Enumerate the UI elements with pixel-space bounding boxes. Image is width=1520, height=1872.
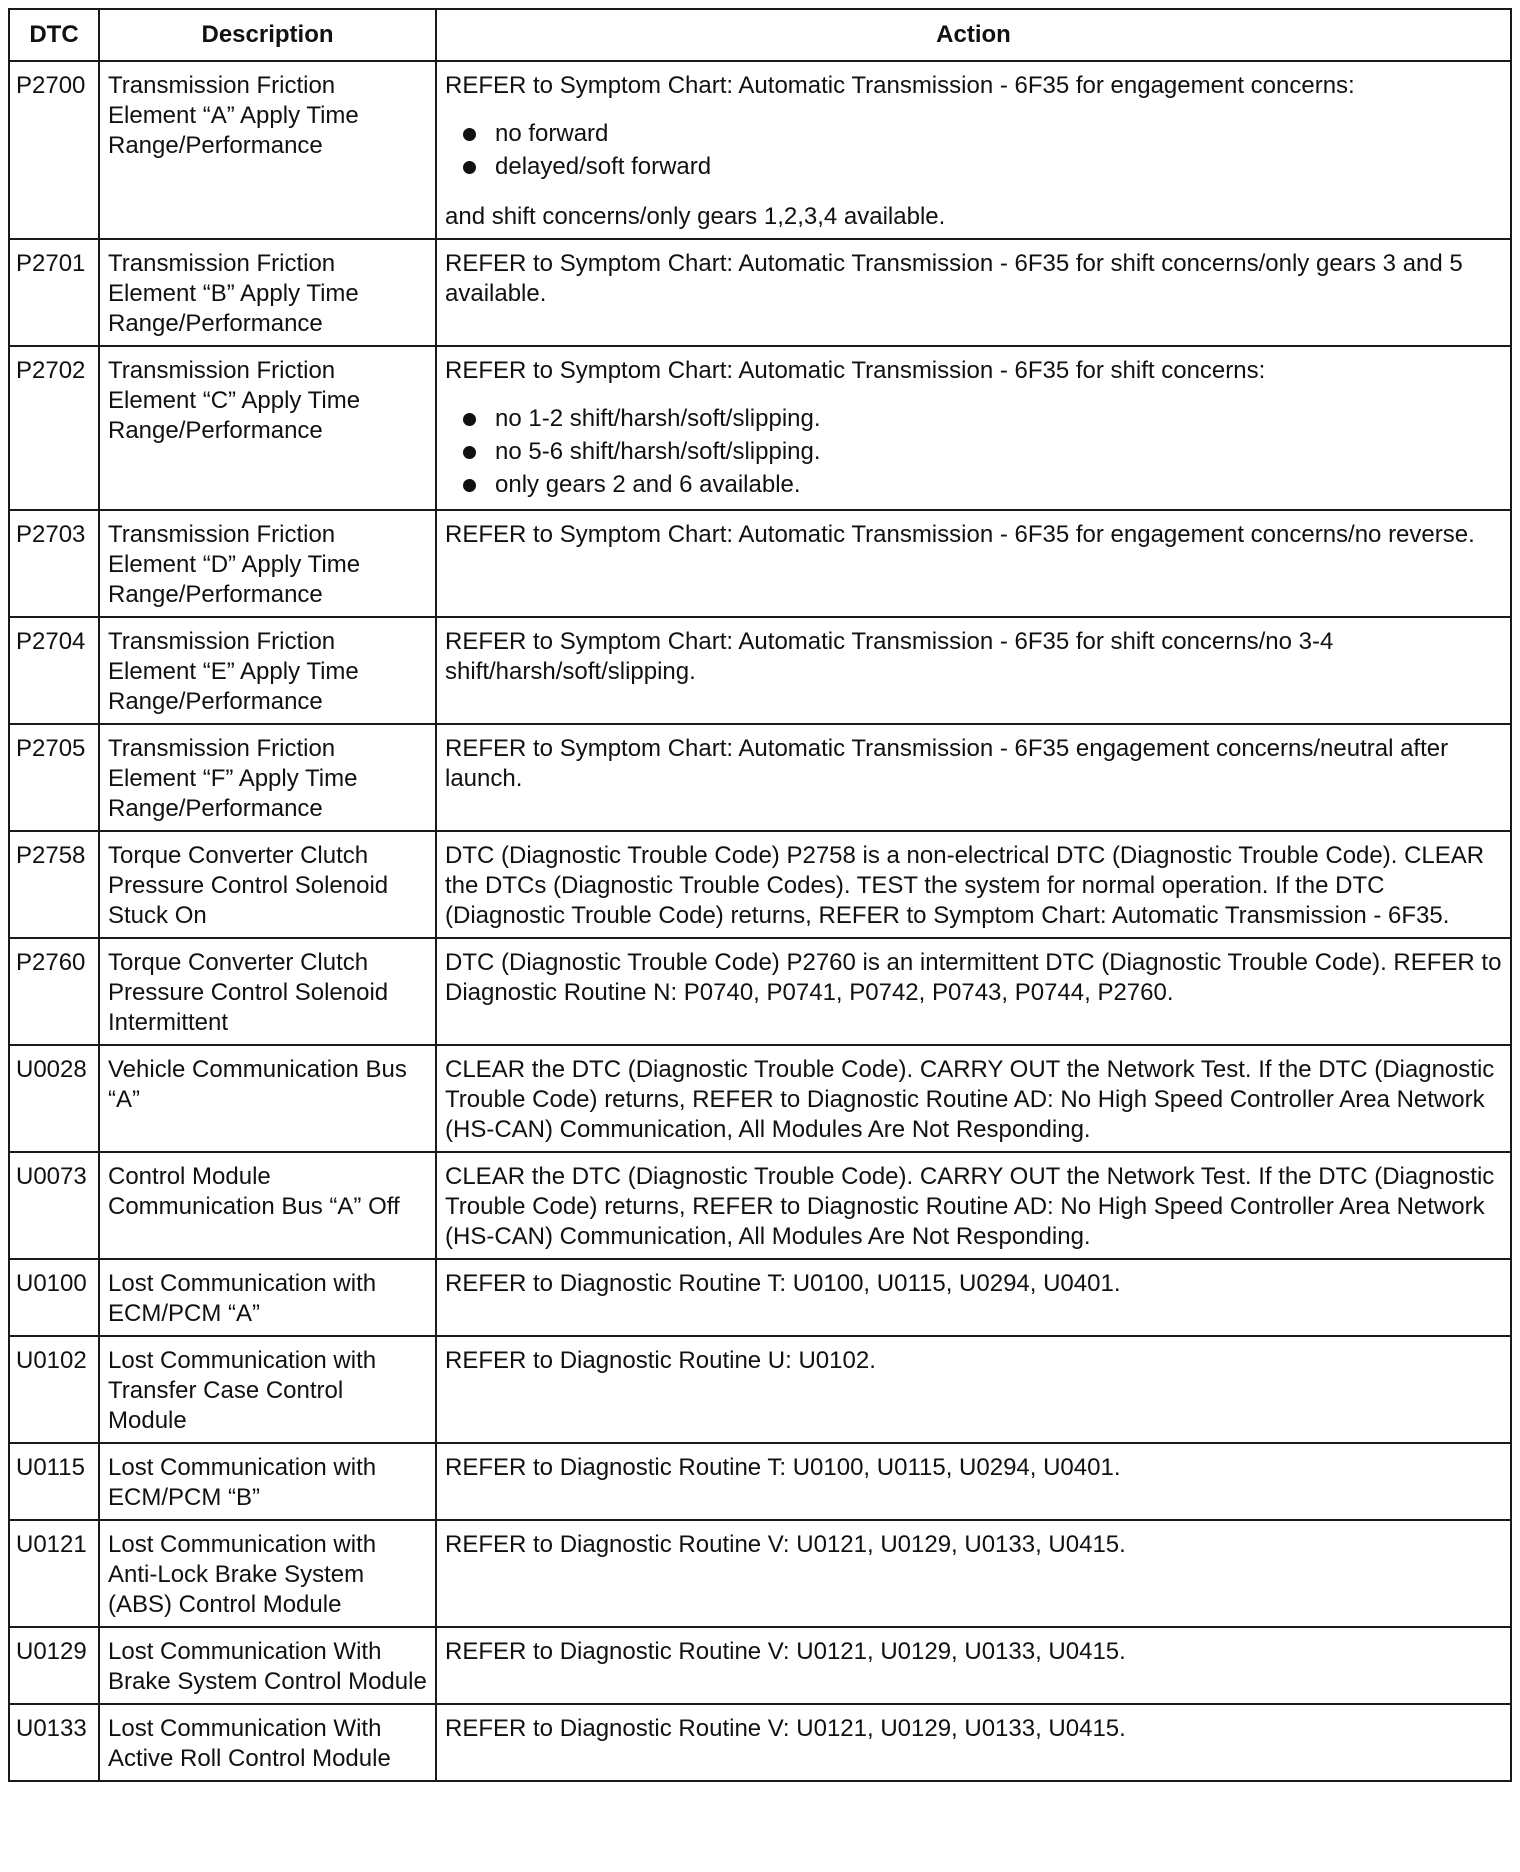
table-header — [9, 9, 1511, 61]
bullet-item — [445, 437, 1502, 467]
dtc-code: U0028 — [9, 1045, 99, 1152]
action-text: DTC (Diagnostic Trouble Code) P2758 is a non-electrical DTC (Diagnostic Trouble Code). CLEAR the DTCs (Diagnostic Trouble Codes). TEST the system for normal operation. If the DTC (Diagnostic Trouble Code) returns, REFER to Symptom Chart: Automatic Transmission - 6F35. — [445, 842, 1485, 929]
dtc-table — [8, 8, 1512, 1782]
bullet-icon — [463, 446, 476, 459]
dtc-action — [436, 1520, 1511, 1627]
dtc-action — [436, 1152, 1511, 1259]
dtc-action — [436, 346, 1511, 510]
dtc-action — [436, 1045, 1511, 1152]
dtc-description: Lost Communication With Brake System Control Module — [99, 1627, 436, 1704]
dtc-code: P2702 — [9, 346, 99, 510]
dtc-description: Transmission Friction Element “B” Apply Time Range/Performance — [99, 239, 436, 346]
bullet-text: delayed/soft forward — [495, 153, 712, 180]
dtc-action — [436, 61, 1511, 239]
dtc-action — [436, 1627, 1511, 1704]
bullet-icon — [463, 161, 476, 174]
dtc-description: Lost Communication with Transfer Case Control Module — [99, 1336, 436, 1443]
table-row — [9, 61, 1511, 239]
table-row — [9, 1704, 1511, 1781]
dtc-action — [436, 1443, 1511, 1520]
bullet-icon — [463, 413, 476, 426]
dtc-code: P2758 — [9, 831, 99, 938]
dtc-description: Lost Communication With Active Roll Control Module — [99, 1704, 436, 1781]
table-row — [9, 1443, 1511, 1520]
dtc-code: U0129 — [9, 1627, 99, 1704]
header-dtc: DTC — [9, 9, 99, 61]
action-text: REFER to Diagnostic Routine V: U0121, U0129, U0133, U0415. — [445, 1638, 1126, 1665]
dtc-code: P2700 — [9, 61, 99, 239]
header-action: Action — [436, 9, 1511, 61]
dtc-description: Lost Communication with ECM/PCM “A” — [99, 1259, 436, 1336]
action-text: REFER to Symptom Chart: Automatic Transmission - 6F35 engagement concerns/neutral after launch. — [445, 735, 1449, 792]
dtc-action — [436, 724, 1511, 831]
action-text: CLEAR the DTC (Diagnostic Trouble Code). CARRY OUT the Network Test. If the DTC (Diagnostic Trouble Code) returns, REFER to Diagnostic Routine AD: No High Speed Controller Area Network (HS-CAN) Communication, All Modules Are Not Responding. — [445, 1056, 1495, 1143]
dtc-code: P2760 — [9, 938, 99, 1045]
dtc-action — [436, 617, 1511, 724]
dtc-description: Transmission Friction Element “F” Apply Time Range/Performance — [99, 724, 436, 831]
action-text: REFER to Symptom Chart: Automatic Transmission - 6F35 for engagement concerns: — [445, 72, 1355, 99]
action-text: CLEAR the DTC (Diagnostic Trouble Code). CARRY OUT the Network Test. If the DTC (Diagnostic Trouble Code) returns, REFER to Diagnostic Routine AD: No High Speed Controller Area Network (HS-CAN) Communication, All Modules Are Not Responding. — [445, 1163, 1495, 1250]
dtc-code: U0100 — [9, 1259, 99, 1336]
table-row — [9, 1152, 1511, 1259]
table-row — [9, 510, 1511, 617]
dtc-description: Vehicle Communication Bus “A” — [99, 1045, 436, 1152]
dtc-description: Torque Converter Clutch Pressure Control Solenoid Intermittent — [99, 938, 436, 1045]
dtc-code: U0073 — [9, 1152, 99, 1259]
action-text: REFER to Diagnostic Routine V: U0121, U0129, U0133, U0415. — [445, 1715, 1126, 1742]
action-text: DTC (Diagnostic Trouble Code) P2760 is an intermittent DTC (Diagnostic Trouble Code). REFER to Diagnostic Routine N: P0740, P0741, P0742, P0743, P0744, P2760. — [445, 949, 1502, 1006]
dtc-description: Transmission Friction Element “A” Apply Time Range/Performance — [99, 61, 436, 239]
dtc-action — [436, 831, 1511, 938]
dtc-action — [436, 239, 1511, 346]
table-row — [9, 617, 1511, 724]
table-row — [9, 724, 1511, 831]
dtc-code: U0102 — [9, 1336, 99, 1443]
dtc-description: Transmission Friction Element “D” Apply Time Range/Performance — [99, 510, 436, 617]
action-text: REFER to Symptom Chart: Automatic Transmission - 6F35 for shift concerns/only gears 3 and 5 available. — [445, 250, 1463, 307]
action-text: REFER to Diagnostic Routine V: U0121, U0129, U0133, U0415. — [445, 1531, 1126, 1558]
table-row — [9, 1045, 1511, 1152]
bullet-text: no 1-2 shift/harsh/soft/slipping. — [495, 405, 821, 432]
dtc-code: P2704 — [9, 617, 99, 724]
bullet-icon — [463, 479, 476, 492]
bullet-item — [445, 119, 1502, 149]
dtc-description: Control Module Communication Bus “A” Off — [99, 1152, 436, 1259]
dtc-action — [436, 1259, 1511, 1336]
action-bullet-list — [445, 404, 1502, 500]
action-text: REFER to Symptom Chart: Automatic Transmission - 6F35 for shift concerns: — [445, 357, 1266, 384]
bullet-item — [445, 152, 1502, 182]
table-body — [9, 61, 1511, 1781]
action-text: REFER to Diagnostic Routine T: U0100, U0115, U0294, U0401. — [445, 1454, 1121, 1481]
bullet-icon — [463, 128, 476, 141]
dtc-code: U0115 — [9, 1443, 99, 1520]
bullet-text: only gears 2 and 6 available. — [495, 471, 801, 498]
dtc-action — [436, 1704, 1511, 1781]
dtc-description: Transmission Friction Element “C” Apply Time Range/Performance — [99, 346, 436, 510]
table-row — [9, 1520, 1511, 1627]
dtc-description: Lost Communication with ECM/PCM “B” — [99, 1443, 436, 1520]
action-text: REFER to Symptom Chart: Automatic Transmission - 6F35 for engagement concerns/no reverse. — [445, 521, 1475, 548]
dtc-code: P2701 — [9, 239, 99, 346]
table-row — [9, 346, 1511, 510]
bullet-item — [445, 404, 1502, 434]
action-text: REFER to Diagnostic Routine U: U0102. — [445, 1347, 876, 1374]
table-row — [9, 239, 1511, 346]
dtc-description: Torque Converter Clutch Pressure Control Solenoid Stuck On — [99, 831, 436, 938]
bullet-text: no 5-6 shift/harsh/soft/slipping. — [495, 438, 821, 465]
action-bullet-list — [445, 119, 1502, 182]
dtc-description: Transmission Friction Element “E” Apply Time Range/Performance — [99, 617, 436, 724]
dtc-code: U0121 — [9, 1520, 99, 1627]
dtc-description: Lost Communication with Anti-Lock Brake System (ABS) Control Module — [99, 1520, 436, 1627]
dtc-action — [436, 938, 1511, 1045]
dtc-action — [436, 510, 1511, 617]
bullet-item — [445, 470, 1502, 500]
bullet-text: no forward — [495, 120, 609, 147]
action-text: REFER to Diagnostic Routine T: U0100, U0115, U0294, U0401. — [445, 1270, 1121, 1297]
dtc-action — [436, 1336, 1511, 1443]
dtc-code: U0133 — [9, 1704, 99, 1781]
table-row — [9, 1259, 1511, 1336]
header-row — [9, 9, 1511, 61]
header-description: Description — [99, 9, 436, 61]
action-text: REFER to Symptom Chart: Automatic Transmission - 6F35 for shift concerns/no 3-4 shift/harsh/soft/slipping. — [445, 628, 1334, 685]
dtc-code: P2705 — [9, 724, 99, 831]
table-row — [9, 1627, 1511, 1704]
table-row — [9, 1336, 1511, 1443]
table-row — [9, 938, 1511, 1045]
table-row — [9, 831, 1511, 938]
action-trailing-text: and shift concerns/only gears 1,2,3,4 available. — [445, 203, 946, 230]
dtc-code: P2703 — [9, 510, 99, 617]
